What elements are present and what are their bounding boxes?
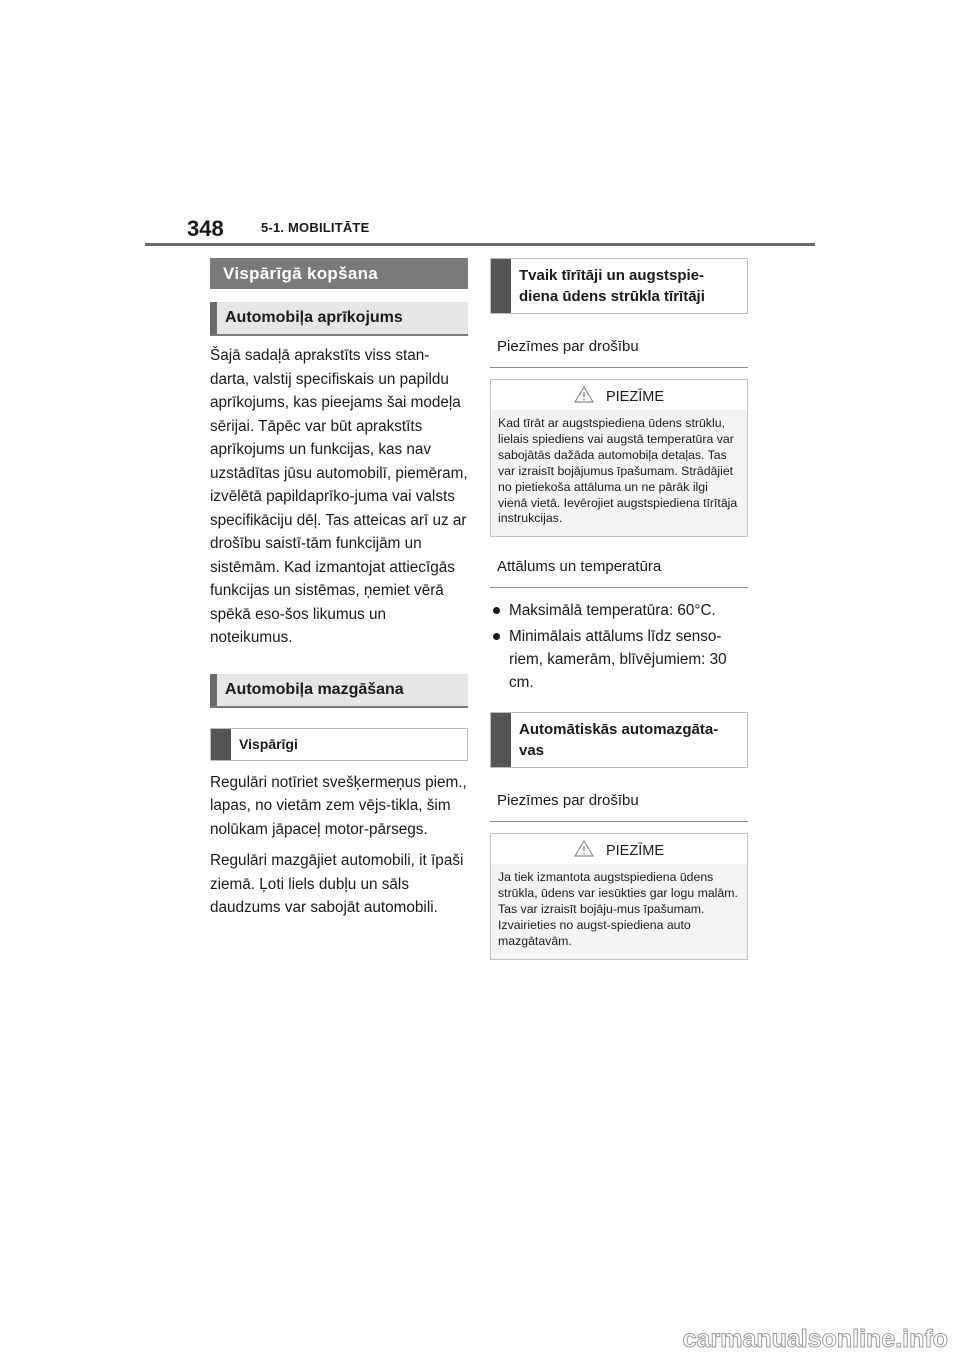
notice-title: PIEZĪME	[605, 389, 664, 405]
bullet-list	[490, 599, 748, 694]
left-column	[210, 258, 468, 920]
notice-body: Kad tīrāt ar augstspiediena ūdens strūklu, lielais spiediens vai augstā temperatūra var sabojātās dažāda automobiļa detaļas. Tas var izraisīt bojājumus īpašumam. Strādājiet no pietiekoša attāluma un ne pārāk ilgi vienā vietā. Ievērojiet augstspiediena tīrītāja instrukcijas.	[491, 410, 747, 536]
notice-body-2: Ja tiek izmantota augstspiediena ūdens strūkla, ūdens var iesūkties gar logu malām. Tas var izraisīt bojāju-mus īpašumam. Izvairieties no augst-spiediena auto mazgātavām.	[491, 864, 747, 959]
section-banner: Vispārīgā kopšana	[210, 258, 468, 289]
notice-header-2	[491, 834, 747, 864]
warning-triangle-icon	[574, 386, 594, 403]
list-item: Minimālais attālums līdz senso-riem, kamerām, blīvējumiem: 30 cm.	[490, 625, 748, 694]
warning-triangle-icon	[574, 840, 594, 857]
section-title: 5-1. MOBILITĀTE	[261, 220, 370, 235]
regular-wash-paragraph: Regulāri mazgājiet automobili, it īpaši ziemā. Ļoti liels dubļu un sāls daudzums var sabojāt automobili.	[210, 852, 464, 916]
heading-safety-notes: Piezīmes par drošību	[490, 337, 748, 368]
notice-title-2: PIEZĪME	[605, 843, 664, 860]
notice-header	[491, 380, 747, 410]
foreign-objects-paragraph: Regulāri notīriet svešķermeņus piem., lapas, no vietām zem vējs-tikla, šim nolūkam jāpaceļ motor-pārsegs.	[210, 773, 467, 838]
subheading-car-wash: Automobiļa mazgāšana	[210, 674, 468, 708]
notice-box	[490, 379, 748, 537]
page-number: 348	[187, 216, 224, 241]
right-column	[490, 258, 748, 960]
subheading-vehicle-equipment: Automobiļa aprīkojums	[210, 302, 468, 336]
heading-distance-temperature: Attālums un temperatūra	[490, 557, 748, 588]
watermark-logo	[534, 1323, 954, 1353]
heading-safety-notes-2: Piezīmes par drošību	[490, 791, 748, 822]
notice-box-2	[490, 833, 748, 960]
equipment-paragraph: Šajā sadaļā aprakstīts viss stan-darta, valstij specifiskais un papildu aprīkojums, kas pieejams šai modeļa sērijai. Tāpēc var būt aprakstīts aprīkojums un funkcijas, kas nav uzstādītas jūsu automobilī, piemēram, izvēlētā papildaprīko-juma vai valsts specifikāciju dēļ. Tas atteicas arī uz ar drošību saistī-tām funkcijām un sistēmām. Kad izmantojat attiecīgās funkcijas un sistēmas, ņemiet vērā spēkā eso-šos likumus un noteikumus.	[210, 347, 468, 646]
list-item: Maksimālā temperatūra: 60°C.	[490, 599, 748, 622]
box-steam-cleaners: Tvaik tīrītāji un augstspie-diena ūdens strūkla tīrītāji	[490, 258, 748, 314]
box-general: Vispārīgi	[210, 728, 468, 761]
header-divider	[145, 243, 815, 246]
watermark-text: carmanualsonline.info	[682, 1325, 948, 1353]
box-automatic-car-wash: Automātiskās automazgāta-vas	[490, 712, 748, 768]
